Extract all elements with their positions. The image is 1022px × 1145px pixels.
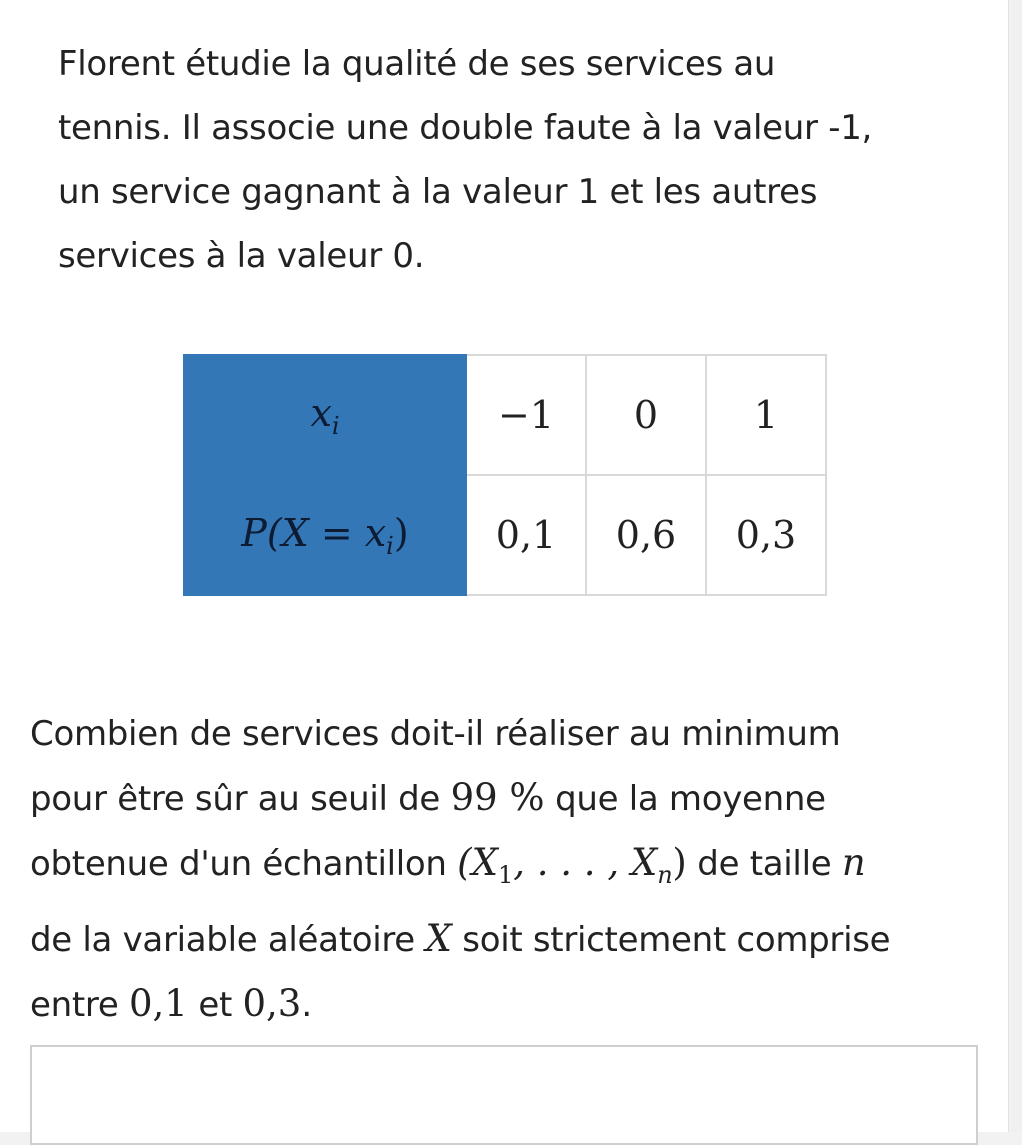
- statement-line-1: Florent étudie la qualité de ses services au: [58, 44, 776, 84]
- question-line-3: [30, 831, 980, 907]
- scrollbar-track[interactable]: [1012, 0, 1022, 1132]
- question-line-2: [30, 766, 980, 831]
- q3-sub-n: n: [657, 861, 673, 889]
- probability-table: [183, 354, 827, 596]
- statement-line-3: un service gagnant à la valeur 1 et les autres: [58, 172, 818, 212]
- q3-close: ): [672, 841, 687, 884]
- header-xi-subscript: i: [331, 411, 340, 440]
- header-cell-xi: [184, 355, 466, 475]
- q4-text-b: soit strictement comprise: [451, 920, 891, 960]
- q2-percent: 99 %: [450, 776, 545, 819]
- header-p-prefix: P(X = x: [241, 510, 387, 555]
- q4-var: X: [425, 917, 452, 960]
- statement-line-4: services à la valeur 0.: [58, 236, 425, 276]
- q5-text-b: et: [187, 985, 243, 1025]
- question-line-1: Combien de services doit-il réaliser au minimum: [30, 714, 841, 754]
- probability-cell-1: 0,1: [466, 475, 586, 595]
- value-cell-2: 0: [586, 355, 706, 475]
- q3-sub-1: 1: [497, 861, 514, 889]
- header-p-subscript: i: [386, 531, 394, 560]
- value-cell-1: −1: [466, 355, 586, 475]
- q5-high: 0,3: [242, 982, 302, 1025]
- header-p-suffix: ): [393, 510, 409, 555]
- q3-text-b: de taille: [686, 844, 842, 884]
- probability-cell-3: 0,3: [706, 475, 826, 595]
- q4-text-a: de la variable aléatoire: [30, 920, 426, 960]
- question-line-4: [30, 907, 980, 972]
- header-xi-symbol: x: [310, 390, 332, 435]
- q3-text-a: obtenue d'un échantillon: [30, 844, 458, 884]
- q5-text-c: .: [301, 985, 312, 1025]
- q5-low: 0,1: [128, 982, 188, 1025]
- q2-text-b: que la moyenne: [544, 779, 826, 819]
- exercise-statement: [58, 32, 958, 288]
- question-line-5: [30, 972, 980, 1037]
- probability-cell-2: 0,6: [586, 475, 706, 595]
- header-cell-probability: [184, 475, 466, 595]
- table-row-probabilities: [184, 475, 826, 595]
- q3-n: n: [841, 841, 866, 884]
- q5-text-a: entre: [30, 985, 129, 1025]
- q3-mid: , . . . , X: [513, 841, 658, 884]
- value-cell-3: 1: [706, 355, 826, 475]
- q3-open: (X: [457, 841, 498, 884]
- question-text: [30, 702, 980, 1037]
- answer-input-box[interactable]: [30, 1045, 978, 1145]
- q2-text-a: pour être sûr au seuil de: [30, 779, 451, 819]
- statement-line-2: tennis. Il associe une double faute à la valeur -1,: [58, 108, 873, 148]
- table-row-values: [184, 355, 826, 475]
